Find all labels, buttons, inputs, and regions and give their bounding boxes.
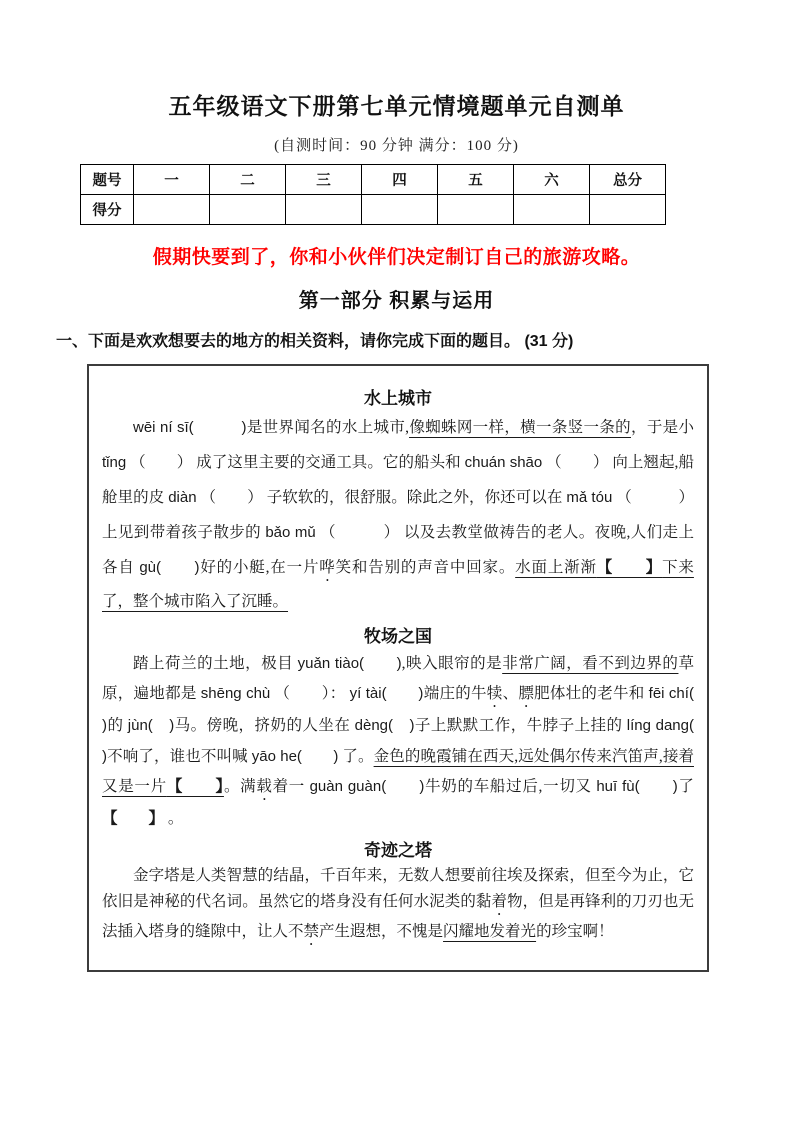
score-table-cell: 三 <box>286 165 362 195</box>
score-table-header-row <box>81 165 666 195</box>
passage-title-water-city: 水上城市 <box>364 389 432 408</box>
question-1-stem: 一、下面是欢欢想要去的地方的相关资料，请你完成下面的题目。 (31 分) <box>56 333 574 350</box>
passage-segment: dèng( <box>354 717 394 735</box>
passage-segment: 肥体壮的老牛和 <box>534 685 649 703</box>
passage-segment: ) <box>241 419 247 436</box>
passage-segment: wēi ní sī( <box>133 419 194 436</box>
passage-segment: 草原，遍地都是 <box>102 655 694 703</box>
scenario-notice: 假期快要到了，你和小伙伴们决定制订自己的旅游攻略。 <box>152 247 641 268</box>
passage-segment: 非常广阔，看不到边界的 <box>502 655 679 673</box>
passage-segment: 下来了，整个城市陷入了沉睡。 <box>102 558 694 611</box>
passage-segment: 笑和告别的声音中回家。 <box>335 558 516 576</box>
passage-segment <box>694 717 709 734</box>
score-blank-cell <box>362 195 438 225</box>
passage-segment: ，于是小 <box>630 419 694 436</box>
passage-segment <box>364 655 397 672</box>
passage-segment: 【 】 <box>596 558 663 576</box>
passage-title-miracle-tower: 奇迹之塔 <box>364 841 432 861</box>
passage-segment: 好的小艇,在一片 <box>199 558 320 576</box>
passage-segment <box>640 778 673 795</box>
passage-segment <box>694 685 709 702</box>
passage-segment: 的 <box>107 717 128 735</box>
passage-segment <box>386 778 419 795</box>
passage-segment: 踏上荷兰的土地，极目 <box>133 655 298 673</box>
passage-text-pasture-country <box>102 649 694 834</box>
passage-text-water-city <box>102 411 694 620</box>
score-table <box>80 164 666 225</box>
score-blank-cell <box>210 195 286 225</box>
passage-segment: 禁 <box>303 923 320 941</box>
passage-segment <box>302 748 333 765</box>
passage-segment: （ ） 上见到带着孩子散步的 <box>102 488 694 541</box>
section-title: 第一部分 积累与运用 <box>298 290 495 312</box>
passage-segment: 了。 <box>338 747 374 765</box>
score-table-score-row <box>81 195 666 225</box>
passage-segment: （ ）： <box>270 685 350 703</box>
score-table-cell: 一 <box>134 165 210 195</box>
passage-segment: ) <box>333 747 339 765</box>
score-table-cell-label: 得分 <box>81 195 134 225</box>
passage-segment: 端庄的牛 <box>423 685 487 703</box>
passage-segment: ) <box>419 777 425 795</box>
passage-segment: 物，但是再锋利的刀刃也无法插入塔身的缝隙中，让人不 <box>102 893 694 941</box>
passage-segment <box>393 717 409 734</box>
passage-segment: 金色的晚霞铺在西天,远处偶尔传来汽笛声,接着又是一片 <box>102 747 694 795</box>
passage-segment: （ ） 成了这里主要的交通工具。它的船头和 <box>126 453 465 471</box>
passage-segment: tǐng <box>102 453 127 471</box>
passage-segment: bǎo mǔ <box>265 523 316 541</box>
passage-segment: 犊 <box>486 685 503 703</box>
passage-segment: diàn <box>168 488 197 506</box>
score-table-cell: 六 <box>514 165 590 195</box>
passage-segment: 【 】 <box>166 777 224 795</box>
passage-segment: 牛奶的车船过后,一切又 <box>424 777 597 795</box>
passage-segment: 。满 <box>223 777 257 795</box>
passage-segment: ) <box>409 717 415 735</box>
passage-segment: 膘 <box>518 685 535 703</box>
passage-segment: 是世界闻名的水上城市, <box>246 419 410 436</box>
passage-segment: jùn( <box>127 717 153 735</box>
passage-segment: 。 <box>164 809 184 827</box>
score-table-cell: 五 <box>438 165 514 195</box>
passage-title-pasture-country: 牧场之国 <box>364 627 432 647</box>
passage-segment: líng dang( <box>626 717 694 735</box>
passage-segment: ) <box>102 717 107 735</box>
reading-material-box <box>87 364 709 972</box>
passage-segment <box>387 685 419 702</box>
passage-segment: 闪耀地发着光 <box>443 923 537 941</box>
passage-segment: ) <box>194 558 200 576</box>
passage-segment: fēi chí( <box>648 685 694 703</box>
passage-segment: 哗 <box>319 558 336 576</box>
passage-segment: 着一 <box>272 777 310 795</box>
passage-segment: ,映入眼帘的是 <box>401 655 503 673</box>
passage-segment: ) <box>102 747 107 765</box>
passage-segment: chuán shāo <box>464 453 543 471</box>
score-table-cell-label: 题号 <box>81 165 134 195</box>
passage-segment <box>153 717 169 734</box>
passage-segment: gù( <box>139 558 162 576</box>
score-blank-cell <box>514 195 590 225</box>
score-table-cell: 总分 <box>590 165 666 195</box>
passage-segment: （ ） 以及去教堂做祷告的老人。夜晚,人们走上各自 <box>102 523 694 576</box>
score-table-cell: 二 <box>210 165 286 195</box>
score-blank-cell <box>590 195 666 225</box>
page-title: 五年级语文下册第七单元情境题单元自测单 <box>168 93 625 119</box>
score-blank-cell <box>438 195 514 225</box>
passage-segment: 不响了，谁也不叫喊 <box>107 747 252 765</box>
passage-segment: yuǎn tiào( <box>297 655 365 673</box>
passage-segment: guàn guàn( <box>309 777 387 795</box>
passage-segment: （ ） 子软软的，很舒服。除此之外，你还可以在 <box>196 488 567 506</box>
exam-time-and-score: (自测时间：90 分钟 满分：100 分) <box>274 138 519 154</box>
passage-segment: 水面上渐渐 <box>515 558 597 576</box>
passage-segment: 了 <box>677 777 694 795</box>
passage-segment: ) <box>672 777 678 795</box>
passage-text-miracle-tower <box>102 863 694 949</box>
passage-segment: 子上默默工作，牛脖子上挂的 <box>414 717 627 735</box>
score-blank-cell <box>286 195 362 225</box>
passage-segment: 产生遐想，不愧是 <box>319 923 444 941</box>
passage-segment: ) <box>396 655 402 673</box>
passage-segment: 【 】 <box>102 809 165 827</box>
passage-segment: mǎ tóu <box>566 488 613 506</box>
score-table-cell: 四 <box>362 165 438 195</box>
passage-segment: 像蜘蛛网一样，横一条竖一条的 <box>409 419 631 436</box>
score-blank-cell <box>134 195 210 225</box>
passage-segment: 的珍宝啊！ <box>536 923 614 941</box>
passage-segment: yāo he( <box>251 747 302 765</box>
passage-segment <box>161 559 194 576</box>
passage-segment: yí tài( <box>349 685 387 703</box>
passage-segment: ) <box>418 685 424 703</box>
passage-segment: 着 <box>491 893 508 911</box>
passage-segment: 马。傍晚，挤奶的人坐在 <box>174 717 355 735</box>
passage-segment: 载 <box>256 777 273 795</box>
passage-segment: 、 <box>502 685 519 703</box>
passage-segment: ) <box>169 717 175 735</box>
passage-segment: huī fù( <box>596 777 640 795</box>
passage-segment: 金字塔是人类智慧的结晶，千百年来，无数人想要前往埃及探索，但至今为止，它依旧是神秘的代名词。虽然它的塔身没有任何水泥类的黏 <box>102 867 694 911</box>
passage-segment: （ ） 向上翘起,船舱里的皮 <box>102 453 694 506</box>
passage-segment <box>194 419 242 436</box>
passage-segment: shēng chù <box>200 685 271 703</box>
